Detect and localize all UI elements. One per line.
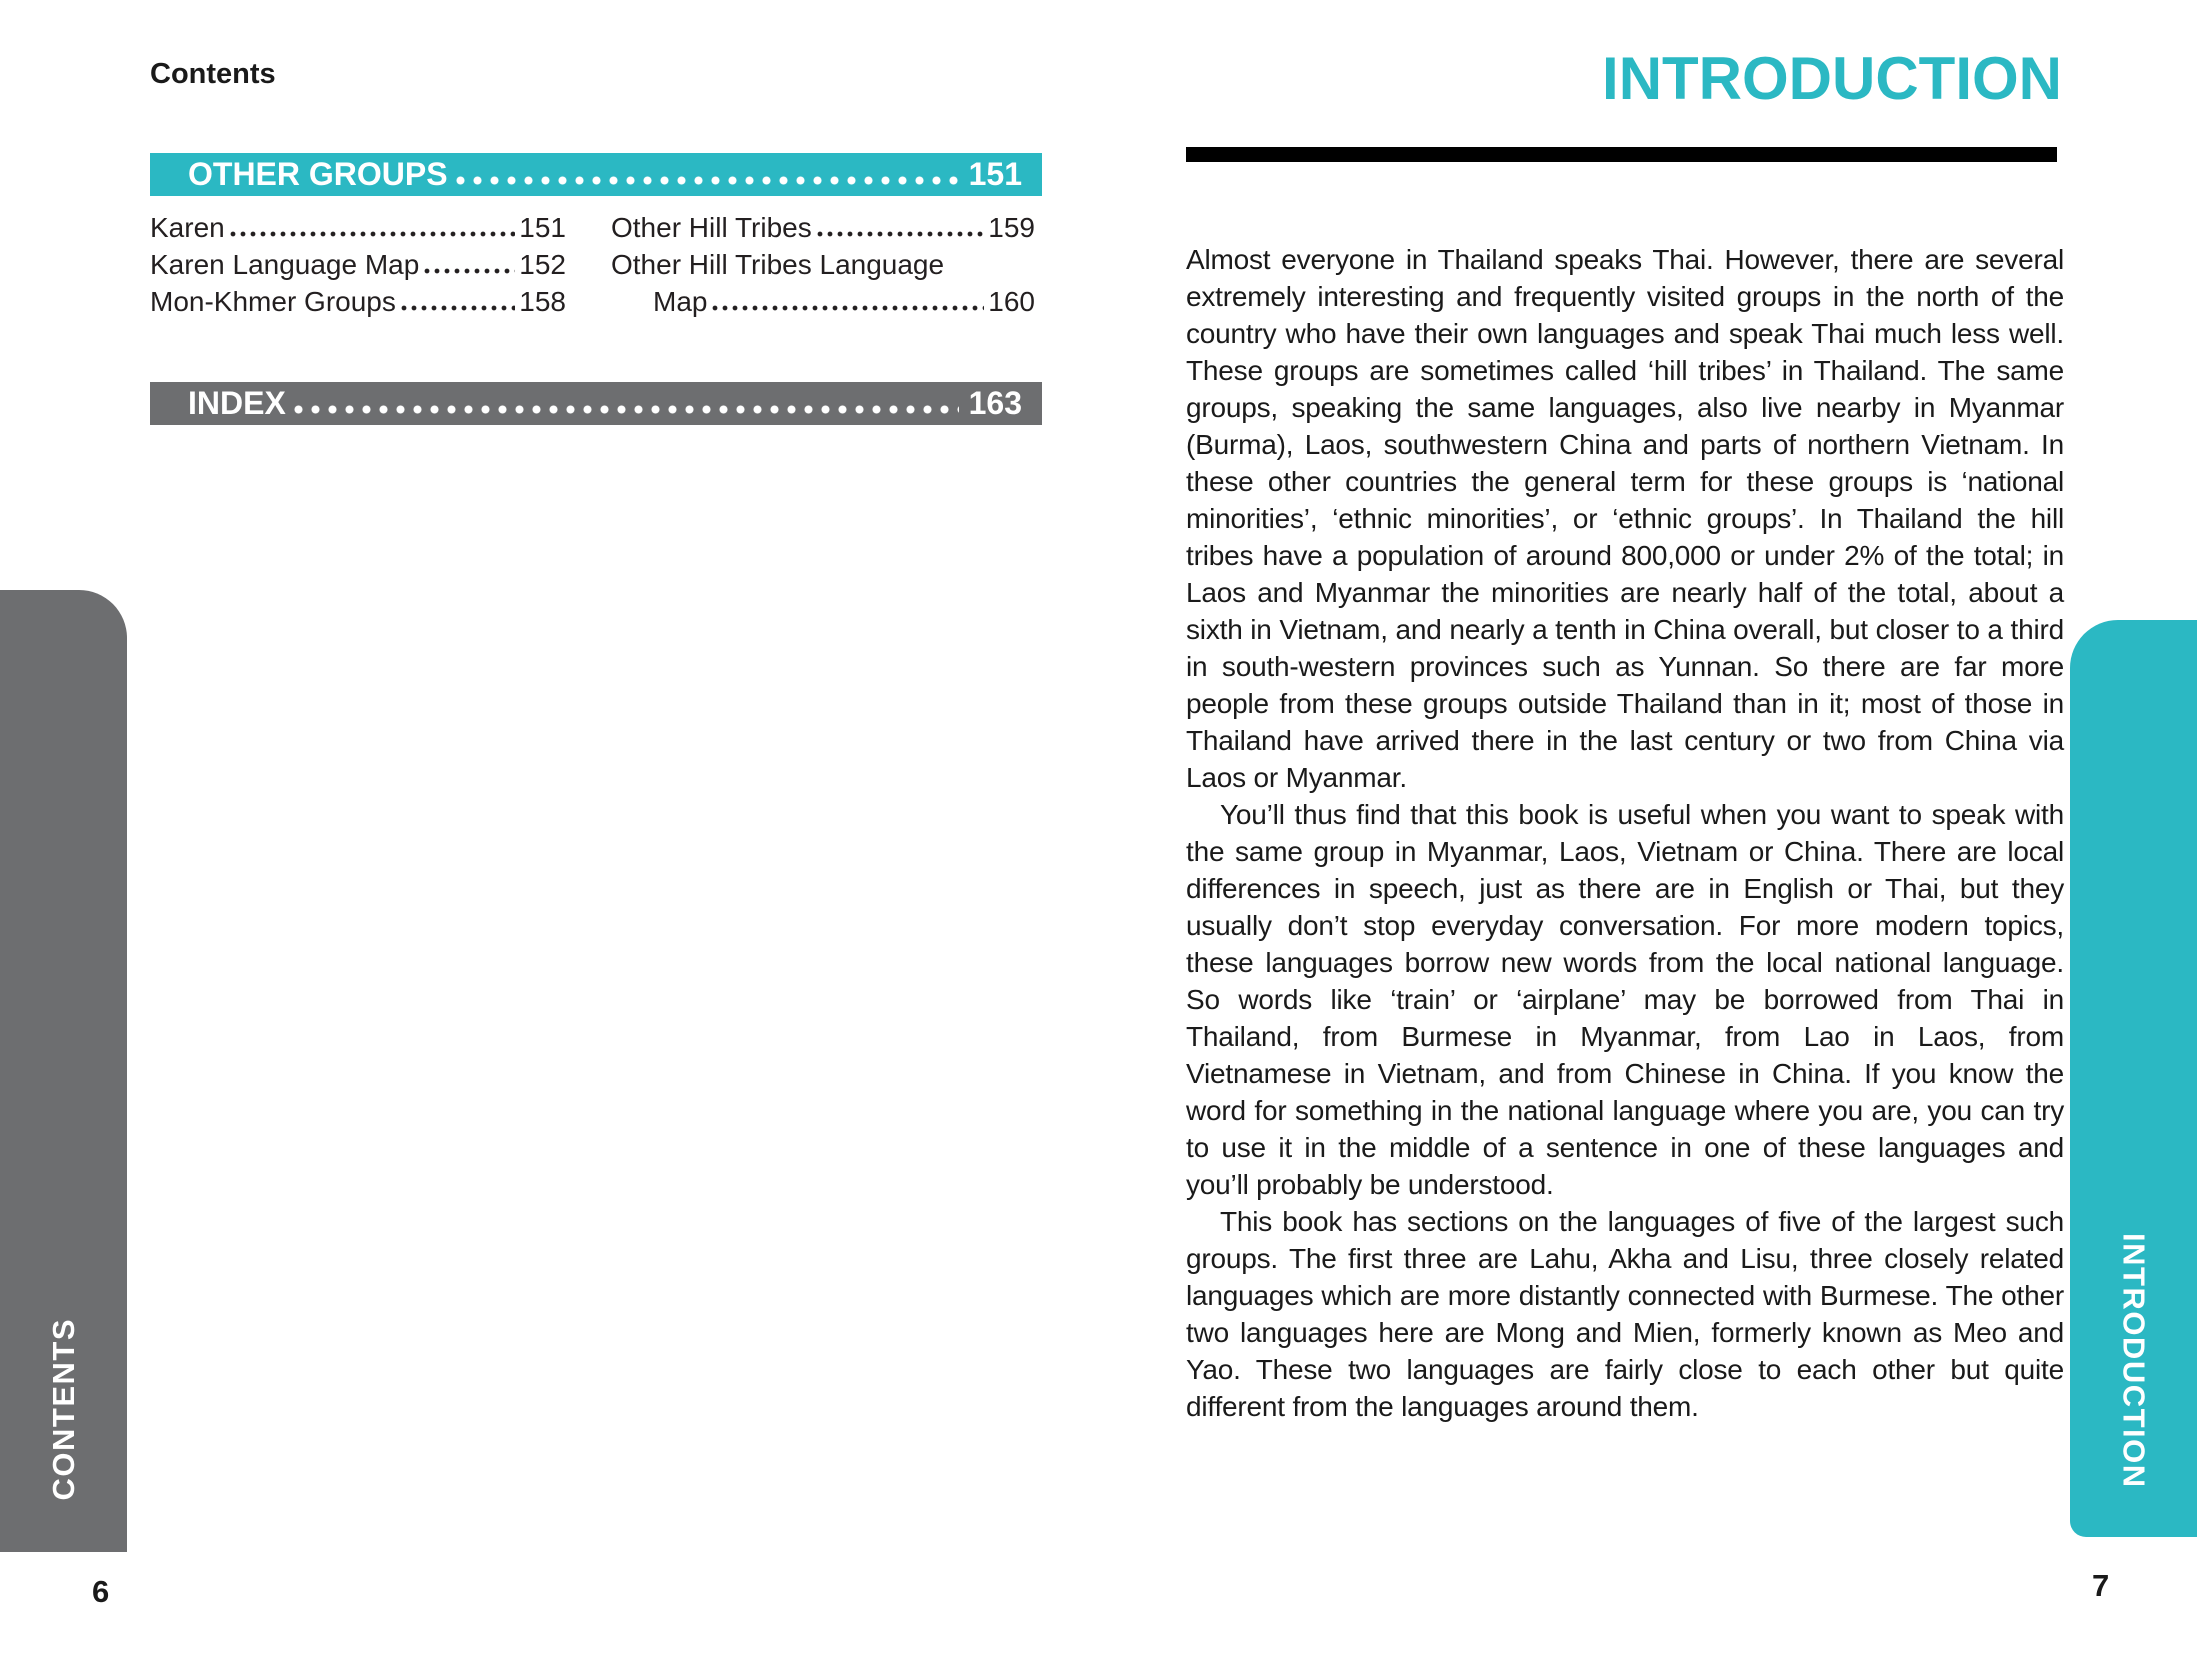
dot-leader — [456, 176, 959, 185]
toc-entry-other-hill-tribes-language — [611, 249, 1035, 286]
page-number-right: 7 — [2092, 1568, 2110, 1603]
toc-column-left — [150, 212, 566, 323]
toc-entry-page: 158 — [519, 286, 566, 317]
toc-entry-label: Karen Language Map — [150, 249, 420, 280]
toc-entry-karen — [150, 212, 566, 249]
toc-entry-label: Map — [653, 286, 708, 317]
toc-entry-label: Karen — [150, 212, 225, 243]
toc-entry-label: Mon-Khmer Groups — [150, 286, 396, 317]
dot-leader — [712, 305, 984, 311]
toc-section-page: 151 — [968, 156, 1022, 192]
toc-section-label: OTHER GROUPS — [188, 156, 448, 192]
page-title: INTRODUCTION — [1602, 45, 2062, 112]
toc-entry-page: 152 — [519, 249, 566, 280]
toc-section-banner-other-groups — [150, 153, 1042, 196]
dot-leader — [424, 268, 515, 274]
paragraph: You’ll thus find that this book is useful when you want to speak with the same group in Myanmar, Laos, Vietnam or China. There are local differences in speech, just as there are in English or Thai, but they usually don’t stop everyday conversation. For more modern topics, these languages borrow new words from the local national language. So words like ‘train’ or ‘airplane’ may be borrowed from Thai in Thailand, from Burmese in Myanmar, from Lao in Laos, from Vietnamese in Vietnam, and from Chinese in China. If you know the word for something in the national language where you are, you can try to use it in the middle of a sentence in one of these languages and you’ll probably be understood. — [1186, 799, 2064, 1200]
toc-entry-label: Other Hill Tribes Language — [611, 249, 945, 280]
introduction-side-tab — [2070, 620, 2197, 1537]
toc-entry-page: 160 — [988, 286, 1035, 317]
toc-entry-other-hill-tribes — [611, 212, 1035, 249]
introduction-side-tab-label: INTRODUCTION — [2116, 1233, 2152, 1489]
introduction-body — [1186, 241, 2064, 1425]
dot-leader — [401, 305, 515, 311]
page-number-left: 6 — [92, 1574, 110, 1609]
toc-section-banner-index — [150, 382, 1042, 425]
contents-side-tab — [0, 590, 127, 1552]
toc-entry-mon-khmer-groups — [150, 286, 566, 323]
dot-leader — [230, 231, 516, 237]
toc-section-label: INDEX — [188, 385, 286, 421]
toc-entry-karen-language-map — [150, 249, 566, 286]
dot-leader — [294, 405, 959, 414]
title-rule — [1186, 147, 2057, 162]
paragraph: This book has sections on the languages of five of the largest such groups. The first three are Lahu, Akha and Lisu, three closely related languages which are more distantly connected with Burmese. The other two languages here are Mong and Mien, formerly known as Meo and Yao. These two languages are fairly close to each other but quite different from the languages around them. — [1186, 1206, 2064, 1422]
contents-side-tab-label: CONTENTS — [45, 1317, 81, 1500]
toc-entry-label: Other Hill Tribes — [611, 212, 812, 243]
toc-column-right — [611, 212, 1035, 323]
toc-entry-other-hill-tribes-language-map — [611, 286, 1035, 323]
toc-section-page: 163 — [968, 385, 1022, 421]
toc-entry-page: 159 — [988, 212, 1035, 243]
dot-leader — [817, 231, 985, 237]
toc-entry-page: 151 — [519, 212, 566, 243]
contents-running-header: Contents — [150, 58, 276, 90]
paragraph: Almost everyone in Thailand speaks Thai. However, there are several extremely interesting and frequently visited groups in the north of the country who have their own languages and speak Thai much less well. These groups are sometimes called ‘hill tribes’ in Thailand. The same groups, speaking the same languages, also live nearby in Myanmar (Burma), Laos, southwestern China and parts of northern Vietnam. In these other countries the general term for these groups is ‘national minorities’, ‘ethnic minorities’, or ‘ethnic groups’. In Thailand the hill tribes have a population of around 800,000 or under 2% of the total; in Laos and Myanmar the minorities are nearly half of the total, about a sixth in Vietnam, and nearly a tenth in China overall, but closer to a third in south-western provinces such as Yunnan. So there are far more people from these groups outside Thailand than in it; most of those in Thailand have arrived there in the last century or two from China via Laos or Myanmar. — [1186, 244, 2064, 793]
